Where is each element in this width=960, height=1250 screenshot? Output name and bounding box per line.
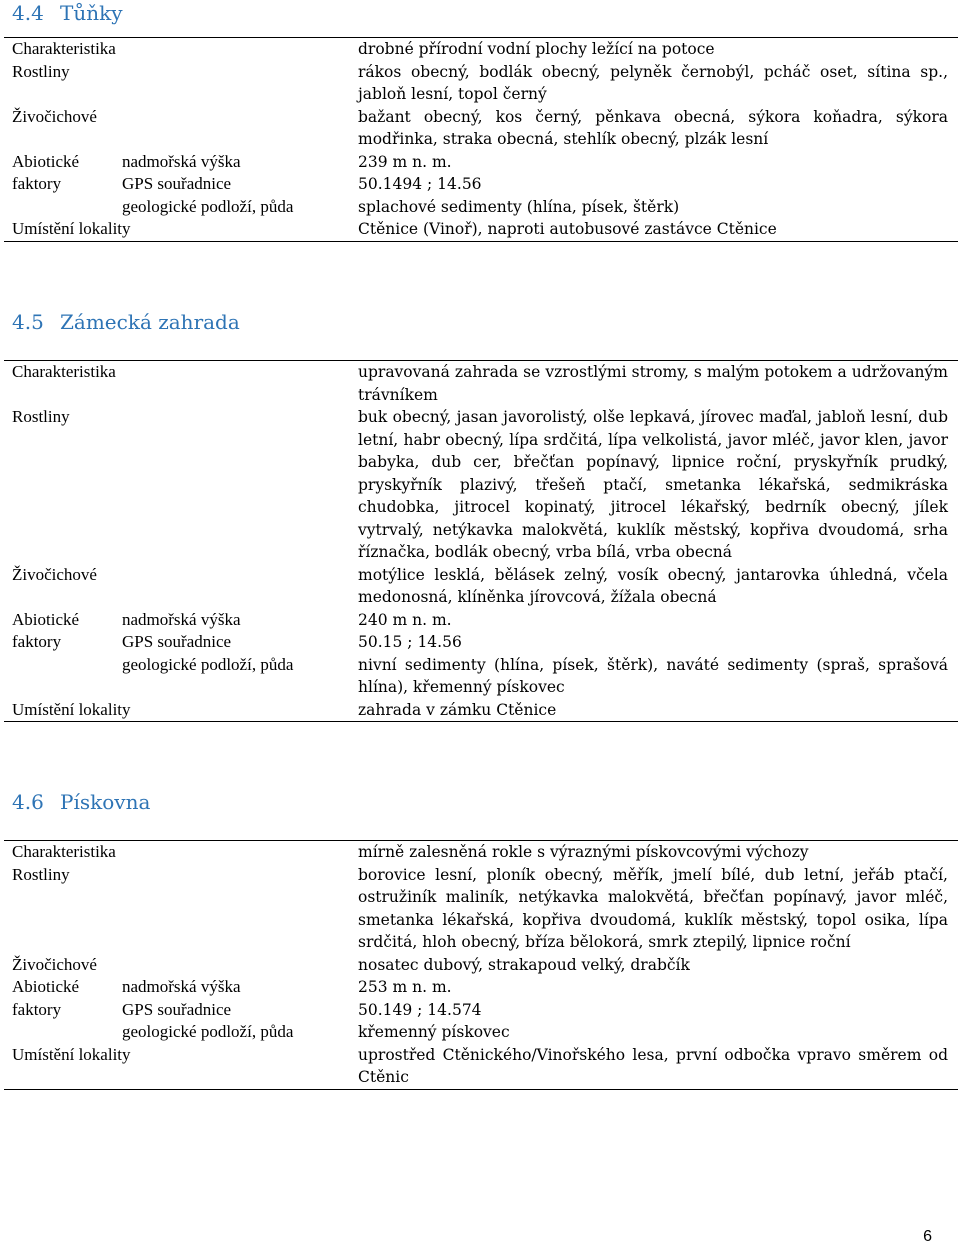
section-title: Tůňky [60, 1, 123, 25]
row-gps [4, 173, 958, 196]
value-rostliny: borovice lesní, ploník obecný, měřík, jmelí bílé, dub letní, jeřáb ptačí, ostružiník maliník, netýkavka malokvětá, břečťan popínavý, javor mléč, smetanka lékařská, kopřiva dvoudomá, kuklík městský, topol osika, lípa srdčitá, hloh obecný, bříza bělokorá, smrk ztepilý, lipnice roční [358, 865, 948, 951]
row-charakteristika [4, 361, 958, 406]
info-table-4-6 [4, 840, 958, 1090]
row-gps [4, 999, 958, 1022]
section-number: 4.6 [12, 790, 44, 814]
row-nadmorska-vyska [4, 976, 958, 999]
value-umisteni: uprostřed Ctěnického/Vinořského lesa, první odbočka vpravo směrem od Ctěnic [358, 1045, 948, 1086]
label-gps: GPS souřadnice [122, 999, 232, 1019]
value-zivocichove: nosatec dubový, strakapoud velký, drabčík [358, 955, 690, 974]
label-umisteni: Umístění lokality [12, 699, 131, 719]
label-podlozi: geologické podloží, půda [122, 196, 294, 216]
label-rostliny: Rostliny [12, 864, 70, 884]
row-gps [4, 631, 958, 654]
value-charakteristika: drobné přírodní vodní plochy ležící na potoce [358, 40, 715, 58]
row-podlozi [4, 1021, 958, 1044]
row-umisteni [4, 699, 958, 722]
row-charakteristika [4, 38, 958, 61]
section-heading-4-6 [12, 790, 150, 814]
label-charakteristika: Charakteristika [12, 39, 116, 58]
label-umisteni: Umístění lokality [12, 219, 131, 238]
info-table-4-5 [4, 360, 958, 722]
row-nadmorska-vyska [4, 609, 958, 632]
label-podlozi: geologické podloží, půda [122, 654, 294, 674]
label-zivocichove: Živočichové [12, 564, 97, 584]
label-gps: GPS souřadnice [122, 174, 232, 193]
label-faktory: faktory [12, 999, 62, 1019]
section-number: 4.4 [12, 1, 44, 25]
section-heading-4-5 [12, 310, 240, 334]
value-zivocichove: motýlice lesklá, bělásek zelný, vosík obecný, jantarovka úhledná, včela medonosná, klíněnka jírovcová, žížala obecná [358, 565, 948, 606]
value-charakteristika: mírně zalesněná rokle s výraznými pískovcovými výchozy [358, 843, 809, 861]
section-title: Zámecká zahrada [60, 310, 240, 334]
row-charakteristika [4, 841, 958, 864]
row-umisteni [4, 218, 958, 241]
label-rostliny: Rostliny [12, 407, 70, 426]
row-zivocichove [4, 954, 958, 977]
value-rostliny: rákos obecný, bodlák obecný, pelyněk černobýl, pcháč oset, sítina sp., jabloň lesní, topol černý [358, 62, 948, 103]
label-nadmorska-vyska: nadmořská výška [122, 977, 241, 996]
value-umisteni: Ctěnice (Vinoř), naproti autobusové zastávce Ctěnice [358, 220, 777, 238]
row-zivocichove [4, 106, 958, 151]
page-number: 6 [923, 1228, 932, 1245]
label-rostliny: Rostliny [12, 61, 70, 81]
section-title: Pískovna [60, 790, 151, 814]
value-umisteni: zahrada v zámku Ctěnice [358, 700, 557, 719]
label-faktory: faktory [12, 174, 62, 193]
value-gps: 50.149 ; 14.574 [358, 1000, 482, 1019]
value-gps: 50.15 ; 14.56 [358, 633, 462, 651]
value-nadmorska-vyska: 253 m n. m. [358, 978, 452, 996]
value-podlozi: nivní sedimenty (hlína, písek, štěrk), naváté sedimenty (spraš, sprašová hlína), křemenný pískovec [358, 655, 948, 696]
label-nadmorska-vyska: nadmořská výška [122, 151, 241, 171]
label-abioticke: Abiotické [12, 609, 80, 629]
row-umisteni [4, 1044, 958, 1089]
section-heading-4-4 [12, 1, 123, 25]
value-rostliny: buk obecný, jasan javorolistý, olše lepkavá, jírovec maďal, jabloň lesní, dub letní, habr obecný, lípa srdčitá, lípa velkolistá, javor mléč, javor klen, javor babyka, dub cer, břečťan popínavý, lipnice roční, pryskyřník prudký, pryskyřník plazivý, třešeň ptačí, smetanka lékařská, sedmikráska chudobka, jitrocel kopinatý, jitrocel lékařský, bedrník obecný, jílek vytrvalý, netýkavka malokvětá, kuklík městský, kopřiva dvoudomá, srha říznačka, bodlák obecný, vrba bílá, vrba obecná [358, 408, 948, 561]
label-zivocichove: Živočichové [12, 954, 97, 974]
label-charakteristika: Charakteristika [12, 842, 116, 861]
row-rostliny [4, 864, 958, 954]
value-charakteristika: upravovaná zahrada se vzrostlými stromy, s malým potokem a udržovaným trávníkem [358, 363, 948, 404]
info-table-4-4 [4, 37, 958, 242]
section-number: 4.5 [12, 310, 44, 334]
value-zivocichove: bažant obecný, kos černý, pěnkava obecná, sýkora koňadra, sýkora modřinka, straka obecná, stehlík obecný, plzák lesní [358, 107, 948, 148]
label-gps: GPS souřadnice [122, 632, 232, 651]
value-nadmorska-vyska: 240 m n. m. [358, 610, 452, 629]
row-podlozi [4, 654, 958, 699]
label-abioticke: Abiotické [12, 151, 80, 171]
label-abioticke: Abiotické [12, 977, 80, 996]
row-rostliny [4, 61, 958, 106]
value-podlozi: křemenný pískovec [358, 1023, 510, 1041]
row-rostliny [4, 406, 958, 564]
value-gps: 50.1494 ; 14.56 [358, 175, 482, 193]
label-zivocichove: Živočichové [12, 106, 97, 126]
row-nadmorska-vyska [4, 151, 958, 174]
row-zivocichove [4, 564, 958, 609]
label-faktory: faktory [12, 632, 62, 651]
label-charakteristika: Charakteristika [12, 362, 116, 381]
label-nadmorska-vyska: nadmořská výška [122, 609, 241, 629]
row-podlozi [4, 196, 958, 219]
label-podlozi: geologické podloží, půda [122, 1022, 294, 1041]
label-umisteni: Umístění lokality [12, 1044, 131, 1064]
value-nadmorska-vyska: 239 m n. m. [358, 152, 452, 171]
value-podlozi: splachové sedimenty (hlína, písek, štěrk) [358, 197, 680, 216]
